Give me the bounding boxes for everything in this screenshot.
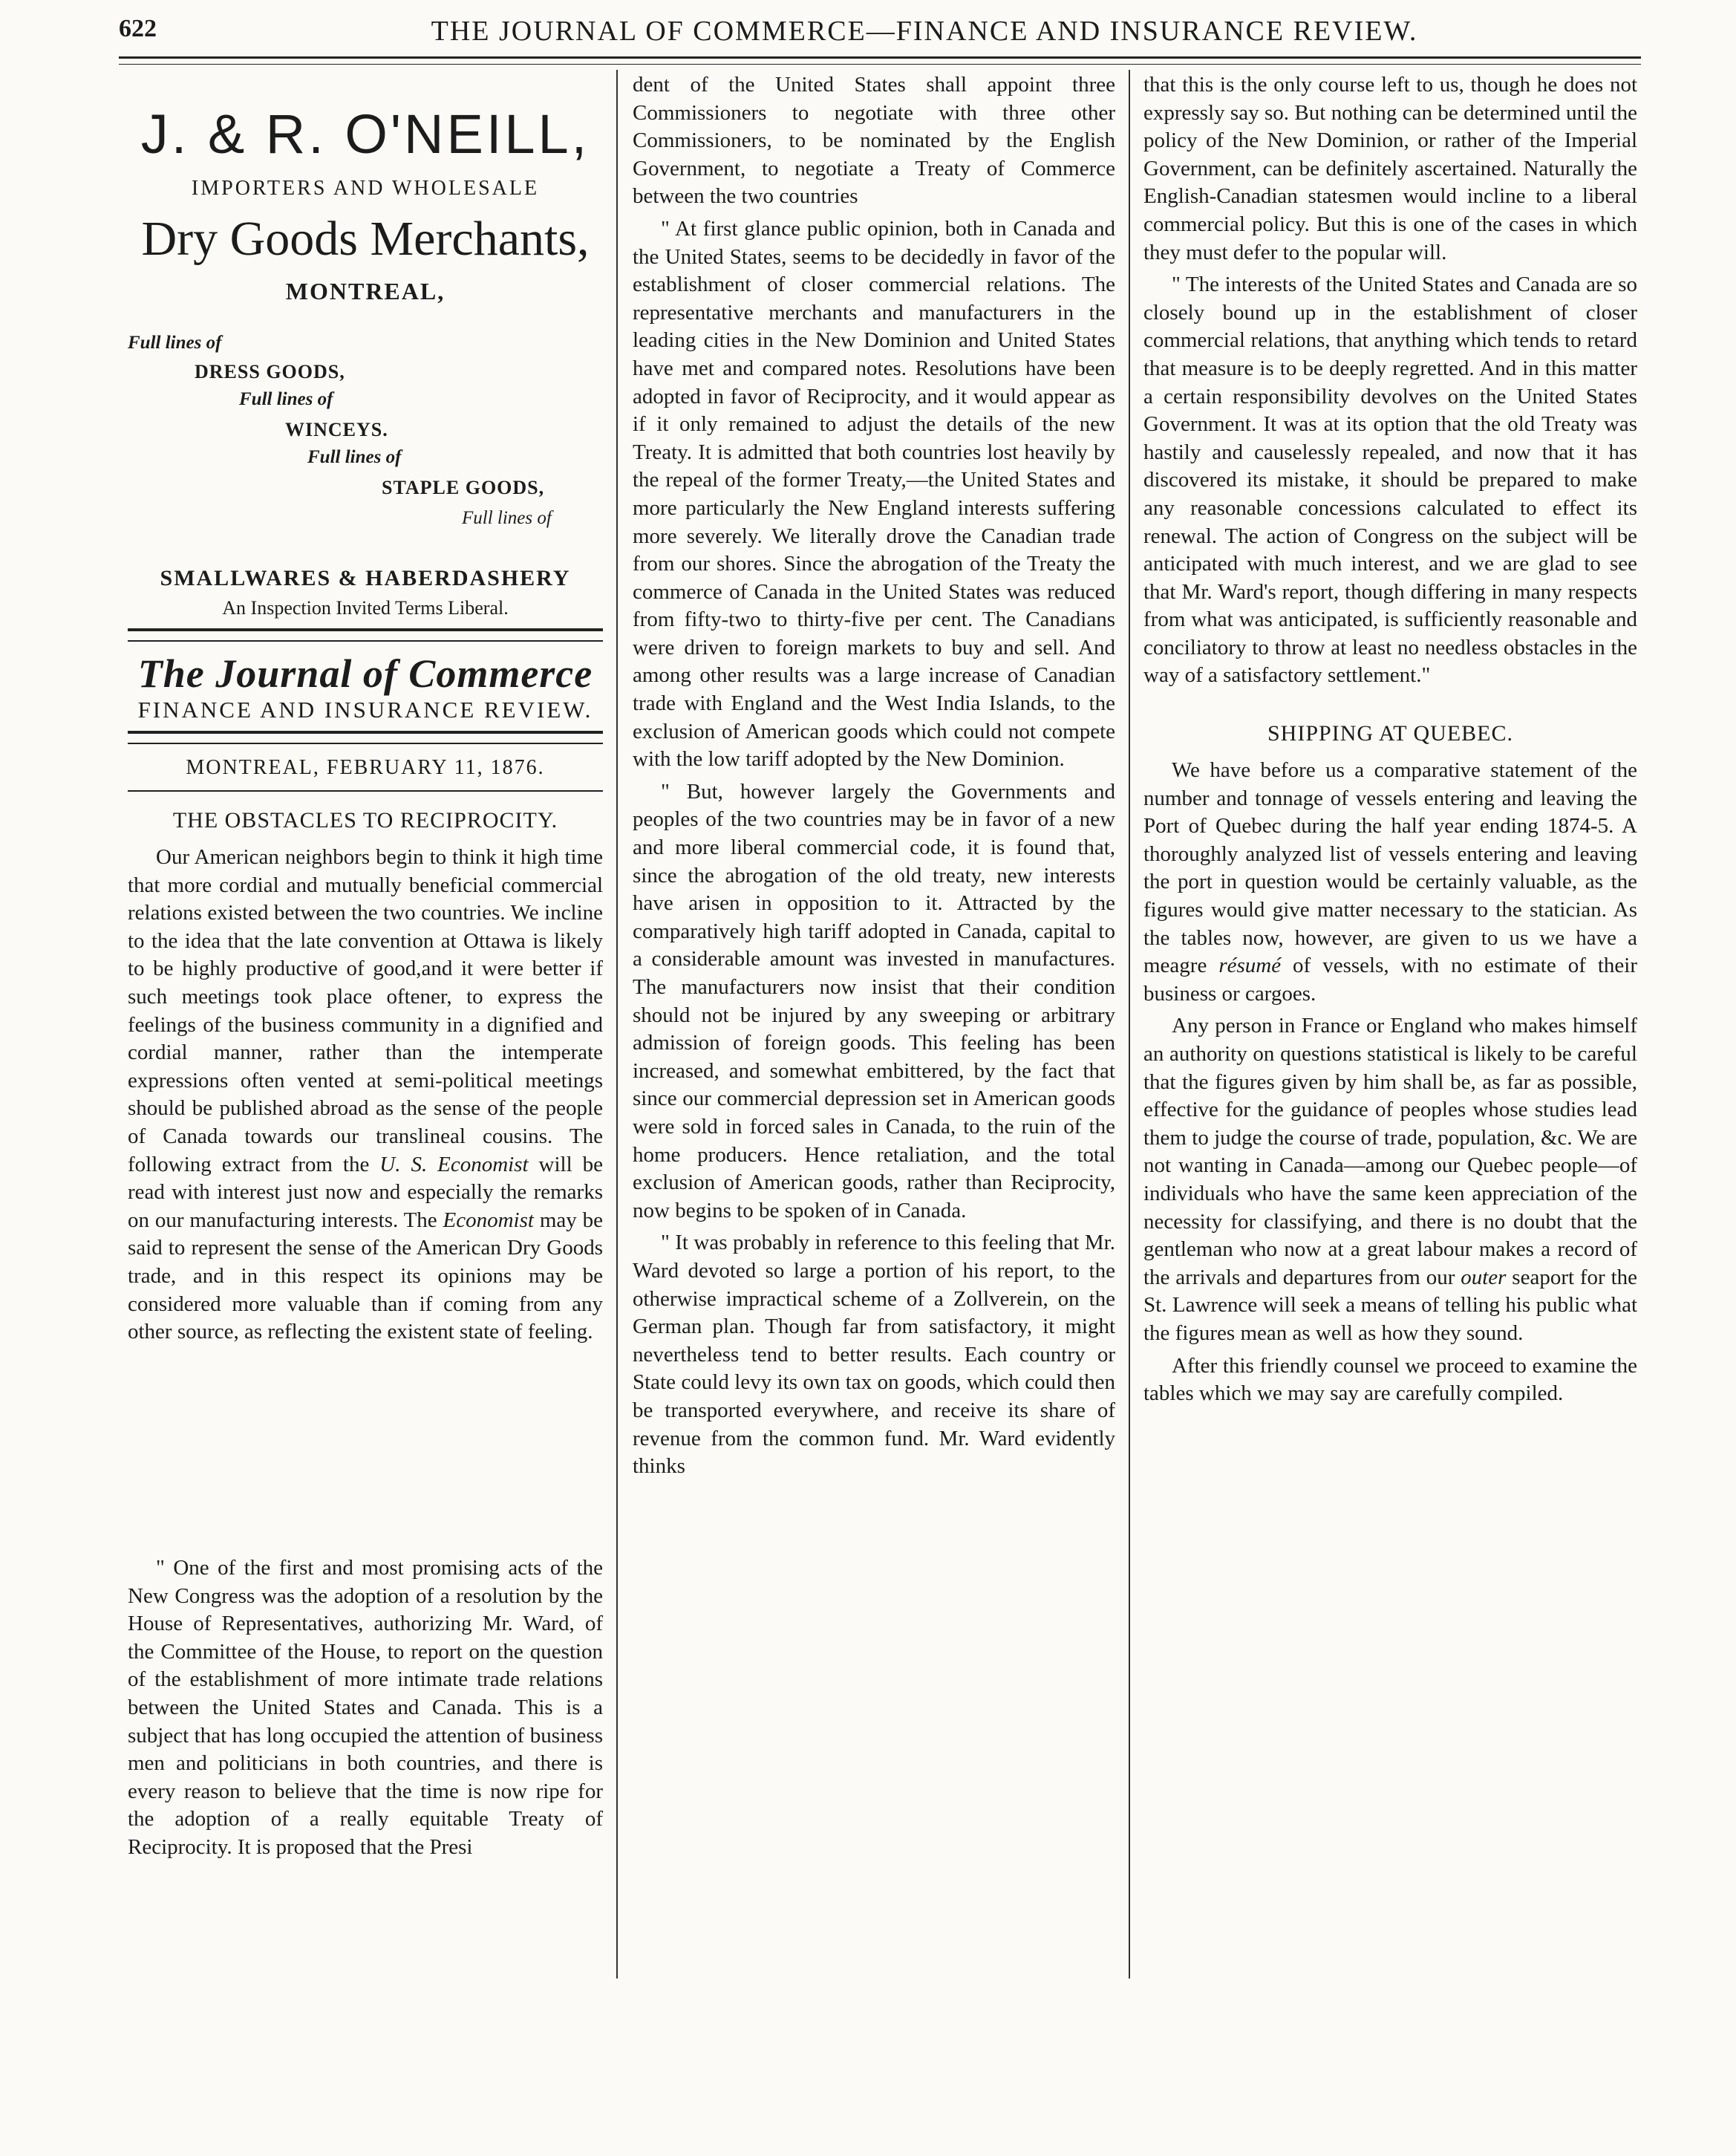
article-paragraph: " At first glance public opinion, both in Canada and the United States, seems to be decidedly in favor of the establishment of closer commercial relations. The representative merchants and manufacturers in the leading cities in the New Dominion and United States have met and compared notes. Resolutions have been adopted in favor of Reciprocity, and it would appear as if it only remained to adjust the details of the new Treaty. It is admitted that both countries lost heavily by the repeal of the former Treaty,—the United States and more particularly the New England interests suffering more severely. We literally drove the Canadian trade from our shores. Since the abrogation of the Treaty the commerce of Canada in the United States was reduced from fifty-two to thirty-five per cent. The Canadians were driven to foreign markets to buy and sell. And among other results was a large increase of Canadian trade with England and the West India Islands, to the exclusion of American goods which could not compete with the low tariff adopted by the New Dominion. bbox=[633, 216, 1115, 772]
page-number: 622 bbox=[119, 15, 157, 42]
dateline-rule bbox=[128, 790, 603, 792]
article-paragraph-continued: that this is the only course left to us, though he does not expressly say so. But nothing can be determined until the policy of the New Dominion, or rather of the Imperial Government, can be definitely ascertained. Naturally the English-Canadian statesmen would incline to a liberal commercial policy. But this is one of the cases in which they must defer to the popular will. bbox=[1143, 73, 1637, 264]
ad-line: WINCEYS. bbox=[285, 419, 388, 440]
running-title: THE JOURNAL OF COMMERCE—FINANCE AND INSURANCE REVIEW. bbox=[431, 16, 1418, 47]
masthead-subtitle: FINANCE AND INSURANCE REVIEW. bbox=[137, 697, 593, 723]
ad-subtitle: IMPORTERS AND WHOLESALE bbox=[191, 177, 540, 200]
ad-trade: Dry Goods Merchants, bbox=[141, 212, 590, 266]
article-paragraph: " But, however largely the Governments and peoples of the two countries may be in favor of a new and more liberal commercial code, it is found that, since the abrogation of the old treaty, new interests have arisen in opposition to it. Attracted by the comparatively high tariff adopted in Canada, capital to a considerable amount was invested in manufactures. The manufacturers now insist that their condition should not be injured by any sweeping or arbitrary admission of foreign goods. This feeling has been increased, and somewhat embittered, by the fact that since our commercial depression set in American goods were sold in forced sales in Canada, to the ruin of the home producers. Hence retaliation, and the total exclusion of American goods, rather than Reciprocity, now begins to be spoken of in Canada. bbox=[633, 779, 1115, 1222]
article-headline-reciprocity: THE OBSTACLES TO RECIPROCITY. bbox=[172, 808, 558, 833]
column-2 bbox=[633, 71, 1115, 1481]
ad-line: Full lines of bbox=[128, 333, 222, 353]
article-paragraph-continued: dent of the United States shall appoint three Commissioners to negotiate with three other Commissioners, to be nominated by the English Government, to negotiate a Treaty of Commerce between the two countries bbox=[633, 73, 1115, 209]
article-paragraph: " One of the first and most promising acts of the New Congress was the adoption of a resolution by the House of Representatives, authorizing Mr. Ward, of the Committee of the House, to report on the question of the establishment of more intimate trade relations between the United States and Canada. This is a subject that has long occupied the attention of business men and politicians in both countries, and there is every reason to believe that the time is now ripe for the adoption of a really equitable Treaty of Reciprocity. It is proposed that the Presi bbox=[128, 1556, 603, 1859]
ad-smallwares: SMALLWARES & HABERDASHERY bbox=[160, 566, 571, 590]
header-rule bbox=[119, 56, 1641, 59]
column-3 bbox=[1143, 71, 1637, 1408]
ad-line: STAPLE GOODS, bbox=[382, 477, 545, 498]
ad-line: DRESS GOODS, bbox=[195, 361, 345, 382]
advertisement bbox=[128, 71, 603, 621]
running-head bbox=[119, 6, 1641, 58]
article-paragraph: " It was probably in reference to this feeling that Mr. Ward devoted so large a portion of his report, to the otherwise impractical scheme of a Zollverein, on the German plan. Though far from satisfactory, it might nevertheless tend to better results. Each country or State could levy its own tax on goods, which could then be transported everywhere, and receive its share of revenue from the common fund. Mr. Ward evidently thinks bbox=[633, 1231, 1115, 1479]
dateline: MONTREAL, FEBRUARY 11, 1876. bbox=[186, 756, 545, 779]
column-rule-2 bbox=[1129, 70, 1130, 1978]
header-rule-thin bbox=[119, 64, 1641, 65]
ad-city: MONTREAL, bbox=[285, 278, 446, 304]
article-paragraph: " The interests of the United States and Canada are so closely bound up in the establishment of closer commercial relations, that anything which tends to retard that measure is to be deeply regretted. And in this matter a certain responsibility devolves on the United States Government. It was at its option that the old Treaty was hastily and causelessly repealed, and now that it has discovered its mistake, it should be prepared to make any reasonable concessions calculated to effect its renewal. The action of Congress on the subject will be anticipated with much interest, and we are glad to see that Mr. Ward's report, though differing in many respects from what was anticipated, is sufficiently reasonable and conciliatory to throw at least no needless obstacles in the way of a satisfactory settlement." bbox=[1143, 273, 1637, 688]
masthead-rule-bottom bbox=[128, 731, 603, 744]
ad-line: Full lines of bbox=[462, 508, 552, 528]
masthead-title: The Journal of Commerce bbox=[137, 651, 593, 696]
article-paragraph: We have before us a comparative statement of the number and tonnage of vessels entering and leaving the Port of Quebec during the half year ending 1874-5. A thoroughly analyzed list of vessels entering and leaving the port in question would be certainly valuable, as the figures would give matter necessary to the statician. As the tables now, however, are given to us we have a meagre résumé of vessels, with no estimate of their business or cargoes. bbox=[1143, 758, 1637, 1006]
ad-terms: An Inspection Invited Terms Liberal. bbox=[222, 597, 509, 619]
column-1 bbox=[128, 71, 603, 1346]
ad-firm-name: J. & R. O'NEILL, bbox=[140, 103, 590, 165]
article-headline-shipping: SHIPPING AT QUEBEC. bbox=[1267, 721, 1513, 746]
article-paragraph: After this friendly counsel we proceed to examine the tables which we may say are carefully compiled. bbox=[1143, 1353, 1637, 1406]
ad-line: Full lines of bbox=[239, 389, 333, 409]
article-paragraph: Any person in France or England who makes himself an authority on questions statistical is likely to be careful that the figures given by him shall be, as far as possible, effective for the guidance of peoples whose studies lead them to judge the course of trade, population, &c. We are not wanting in Canada—among our Quebec people—of individuals who have the same keen appreciation of the necessity for classifying, and there is no doubt that the gentleman who now at a great labour makes a record of the arrivals and departures from our outer seaport for the St. Lawrence will seek a means of telling his public what the figures mean as well as how they sound. bbox=[1143, 1014, 1637, 1345]
ad-line: Full lines of bbox=[307, 447, 402, 467]
column-rule-1 bbox=[616, 70, 618, 1978]
masthead-rule-top bbox=[128, 628, 603, 642]
column-1-continued bbox=[128, 1554, 603, 1862]
article-paragraph: Our American neighbors begin to think it high time that more cordial and mutually beneficial commercial relations existed between the two countries. We incline to the idea that the late convention at Ottawa is likely to be highly productive of good,and it were better if such meetings took place oftener, to express the feelings of the business community in a dignified and cordial manner, rather than the intemperate expressions often vented at semi-political meetings should be published abroad as the sense of the people of Canada towards our translineal cousins. The following extract from the U. S. Economist will be read with interest just now and especially the remarks on our manufacturing interests. The Economist may be said to represent the sense of the American Dry Goods trade, and in this respect its opinions may be considered more valuable than if coming from any other source, as reflecting the existent state of feeling. bbox=[128, 845, 603, 1344]
